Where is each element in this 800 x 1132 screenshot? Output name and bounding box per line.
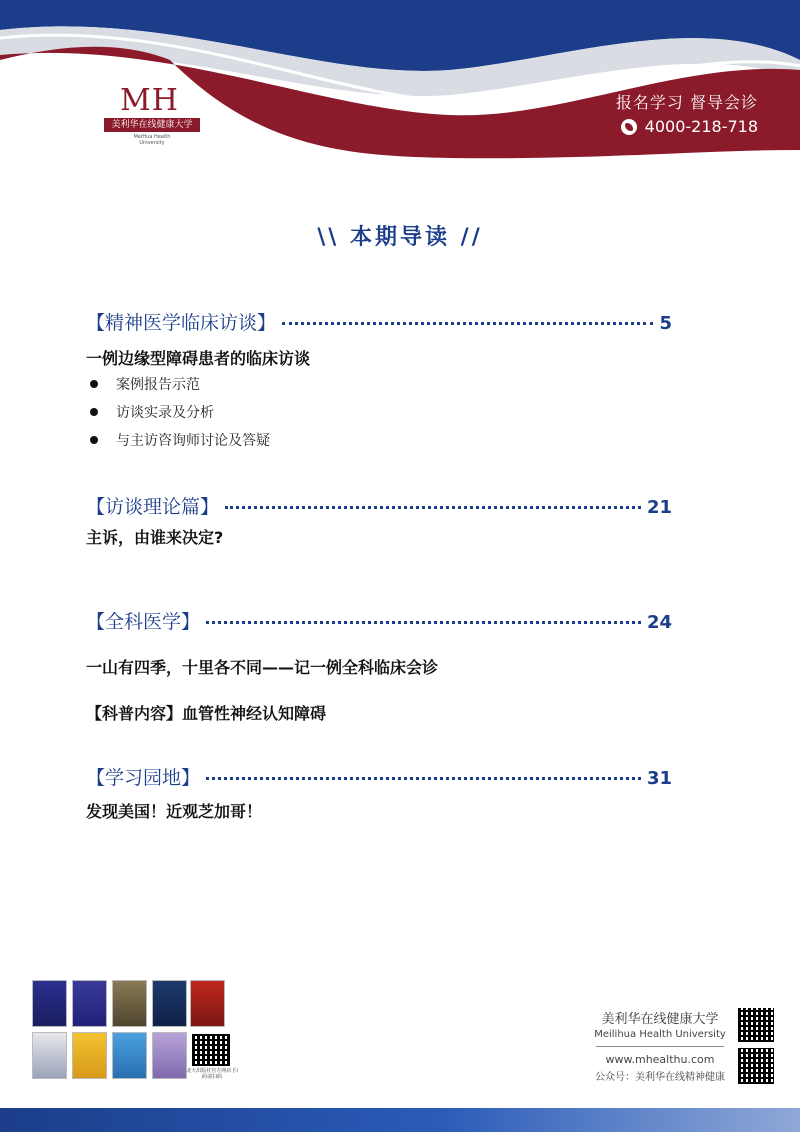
toc-entry-general-medicine[interactable] — [86, 607, 672, 634]
toc-subtitle: 【科普内容】血管性神经认知障碍 — [86, 704, 327, 723]
toc-page-number: 31 — [646, 768, 672, 789]
list-item-label: 案例报告示范 — [116, 377, 200, 393]
footer-brand-cn: 美利华在线健康大学 — [601, 1012, 719, 1027]
phone-number: 4000-218-718 — [644, 117, 758, 136]
toc-heading: 【全科医学】 — [86, 611, 201, 633]
book-cover — [32, 1032, 67, 1079]
logo-en: MeiHua Health University — [133, 134, 171, 146]
toc-heading: 【访谈理论篇】 — [86, 496, 220, 518]
header-phone[interactable] — [621, 117, 758, 136]
toc-leader-dots — [206, 621, 641, 624]
list-item — [90, 402, 214, 422]
book-cover — [152, 1032, 187, 1079]
toc-page-number: 5 — [659, 313, 672, 334]
footer-brand — [590, 1008, 730, 1083]
book-cover — [152, 980, 187, 1027]
book-cover — [190, 980, 225, 1027]
footer-bar — [0, 1108, 800, 1132]
logo-mh-text: MH — [120, 83, 179, 118]
toc-leader-dots — [282, 322, 653, 325]
qr-caption: 北大出版社官方网店 扫码请扫码 — [186, 1068, 238, 1080]
footer-wechat: 公众号：美利华在线精神健康 — [595, 1072, 725, 1083]
qr-code-icon[interactable] — [738, 1008, 774, 1042]
toc-leader-dots — [206, 777, 641, 780]
toc-leader-dots — [225, 506, 641, 509]
book-cover — [72, 980, 107, 1027]
bullet-icon — [90, 436, 98, 444]
toc-subtitle: 主诉，由谁来决定? — [86, 528, 224, 547]
header-slogan: 报名学习 督导会诊 — [615, 93, 758, 112]
list-item-label: 访谈实录及分析 — [116, 405, 214, 421]
university-logo — [104, 78, 200, 150]
page-title: \\ 本期导读 // — [317, 225, 483, 250]
qr-code-icon[interactable] — [192, 1034, 230, 1066]
toc-heading: 【学习园地】 — [86, 767, 201, 789]
toc-entry-learning-garden[interactable] — [86, 763, 672, 790]
book-cover — [32, 980, 67, 1027]
bullet-icon — [90, 380, 98, 388]
qr-code-icon[interactable] — [738, 1048, 774, 1084]
list-item — [90, 374, 200, 394]
footer-brand-en: Meilihua Health University — [594, 1029, 726, 1040]
book-cover — [72, 1032, 107, 1079]
toc-entry-psychiatry[interactable] — [86, 308, 672, 335]
toc-subtitle: 一例边缘型障碍患者的临床访谈 — [86, 349, 311, 368]
bullet-icon — [90, 408, 98, 416]
toc-page-number: 21 — [646, 497, 672, 518]
book-cover — [112, 1032, 147, 1079]
toc-page-number: 24 — [646, 612, 672, 633]
logo-ribbon: 美利华在线健康大学 — [104, 118, 200, 132]
toc-subtitle: 发现美国！近观芝加哥！ — [86, 802, 263, 821]
list-item — [90, 430, 270, 450]
toc-heading: 【精神医学临床访谈】 — [86, 312, 277, 334]
list-item-label: 与主访咨询师讨论及答疑 — [116, 433, 270, 449]
toc-entry-interview-theory[interactable] — [86, 492, 672, 519]
phone-icon — [621, 119, 637, 135]
footer-url[interactable]: www.mhealthu.com — [605, 1053, 715, 1066]
book-cover — [112, 980, 147, 1027]
footer-divider — [596, 1046, 724, 1047]
toc-subtitle: 一山有四季，十里各不同——记一例全科临床会诊 — [86, 658, 439, 677]
